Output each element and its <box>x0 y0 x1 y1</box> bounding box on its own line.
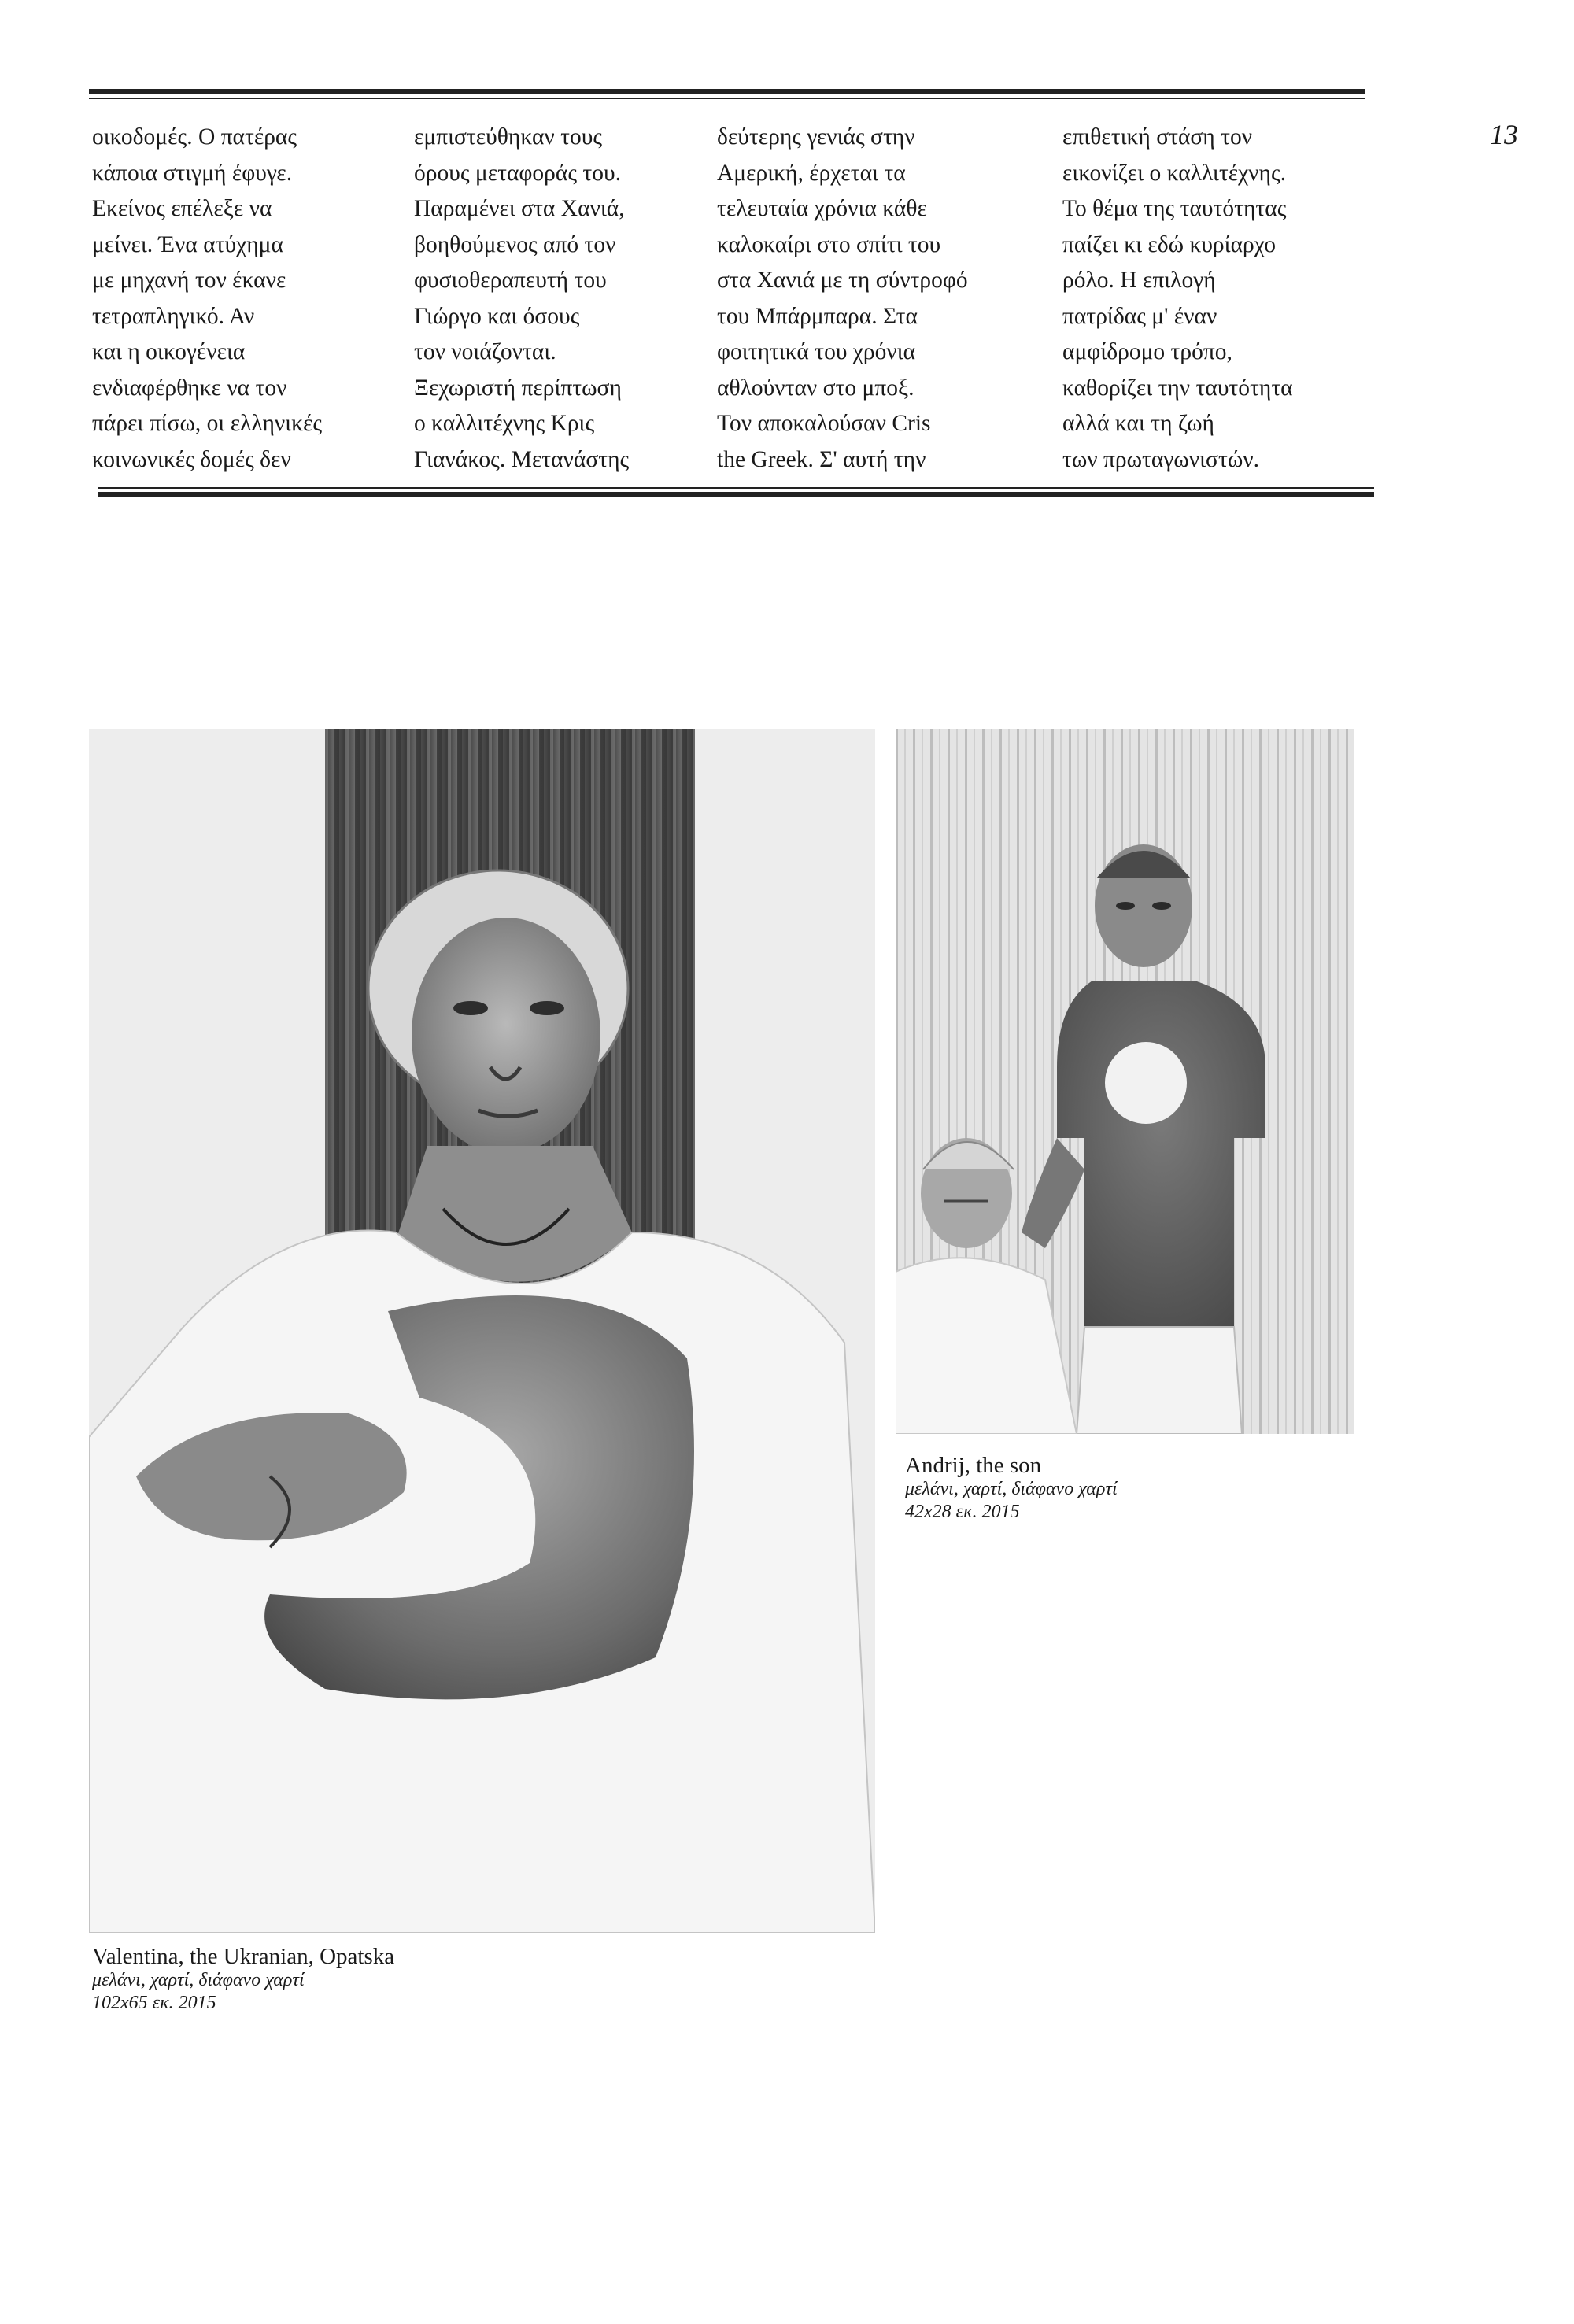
text-column-2 <box>414 120 721 478</box>
text-line: κοινωνικές δομές δεν <box>92 446 291 472</box>
text-line: Τον αποκαλούσαν Cris <box>717 411 931 436</box>
text-line: καθορίζει την ταυτότητα <box>1062 375 1293 401</box>
bottom-rule-thin <box>98 487 1374 489</box>
text-line: του Μπάρμπαρα. Στα <box>717 303 918 329</box>
text-line: και η οικογένεια <box>92 339 246 364</box>
bottom-rule-thick <box>98 492 1374 497</box>
portrait-drawing-man-and-woman <box>896 729 1354 1434</box>
text-line: Γιώργο και όσους <box>414 303 580 329</box>
text-line: εικονίζει ο καλλιτέχνης. <box>1062 160 1287 186</box>
text-line: Εκείνος επέλεξε να <box>92 196 272 221</box>
portrait-drawing-woman <box>89 729 875 1933</box>
text-line: των πρωταγωνιστών. <box>1062 446 1259 472</box>
caption-valentina <box>92 1944 394 2015</box>
text-line: Αμερική, έρχεται τα <box>717 160 906 186</box>
artwork-size: 42x28 εκ. 2015 <box>905 1502 1020 1522</box>
text-line: αλλά και τη ζωή <box>1062 411 1214 436</box>
text-line: Ξεχωριστή περίπτωση <box>414 375 622 401</box>
text-line: ενδιαφέρθηκε να τον <box>92 375 287 401</box>
text-line: τον νοιάζονται. <box>414 339 556 364</box>
text-line: δεύτερης γενιάς στην <box>717 124 915 150</box>
text-line: ρόλο. Η επιλογή <box>1062 268 1216 293</box>
text-line: πατρίδας μ' έναν <box>1062 303 1217 329</box>
text-line: πάρει πίσω, οι ελληνικές <box>92 411 323 436</box>
text-column-1 <box>92 120 399 478</box>
text-line: στα Χανιά με τη σύντροφό <box>717 268 968 293</box>
artwork-valentina-drawing <box>89 729 875 1933</box>
text-line: αμφίδρομο τρόπο, <box>1062 339 1232 364</box>
caption-andrij <box>905 1453 1118 1524</box>
text-line: εμπιστεύθηκαν τους <box>414 124 603 150</box>
artwork-medium: μελάνι, χαρτί, διάφανο χαρτί <box>92 1970 305 1990</box>
artwork-size: 102x65 εκ. 2015 <box>92 1993 216 2013</box>
page-number: 13 <box>1490 119 1518 150</box>
text-line: καλοκαίρι στο σπίτι του <box>717 231 941 257</box>
text-line: Παραμένει στα Χανιά, <box>414 196 625 221</box>
top-rule-thick <box>89 89 1365 94</box>
text-line: φοιτητικά του χρόνια <box>717 339 916 364</box>
text-column-3 <box>717 120 1024 478</box>
text-line: βοηθούμενος από τον <box>414 231 616 257</box>
text-line: κάποια στιγμή έφυγε. <box>92 160 293 186</box>
text-line: αθλούνταν στο μποξ. <box>717 375 914 401</box>
text-line: the Greek. Σ' αυτή την <box>717 446 926 472</box>
artwork-title: Andrij, the son <box>905 1453 1042 1478</box>
text-line: φυσιοθεραπευτή του <box>414 268 607 293</box>
text-line: επιθετική στάση τον <box>1062 124 1253 150</box>
top-rule-thin <box>89 98 1365 99</box>
artwork-andrij-drawing <box>896 729 1354 1434</box>
artwork-medium: μελάνι, χαρτί, διάφανο χαρτί <box>905 1479 1118 1499</box>
text-line: μείνει. Ένα ατύχημα <box>92 231 283 257</box>
artwork-title: Valentina, the Ukranian, Opatska <box>92 1944 395 1969</box>
text-column-4 <box>1062 120 1369 478</box>
text-line: ο καλλιτέχνης Κρις <box>414 411 595 436</box>
text-line: όρους μεταφοράς του. <box>414 160 621 186</box>
text-line: τελευταία χρόνια κάθε <box>717 196 927 221</box>
text-line: Το θέμα της ταυτότητας <box>1062 196 1287 221</box>
text-line: οικοδομές. Ο πατέρας <box>92 124 297 150</box>
text-line: παίζει κι εδώ κυρίαρχο <box>1062 231 1276 257</box>
text-line: με μηχανή τον έκανε <box>92 268 286 293</box>
text-line: Γιανάκος. Μετανάστης <box>414 446 630 472</box>
text-line: τετραπληγικό. Αν <box>92 303 255 329</box>
